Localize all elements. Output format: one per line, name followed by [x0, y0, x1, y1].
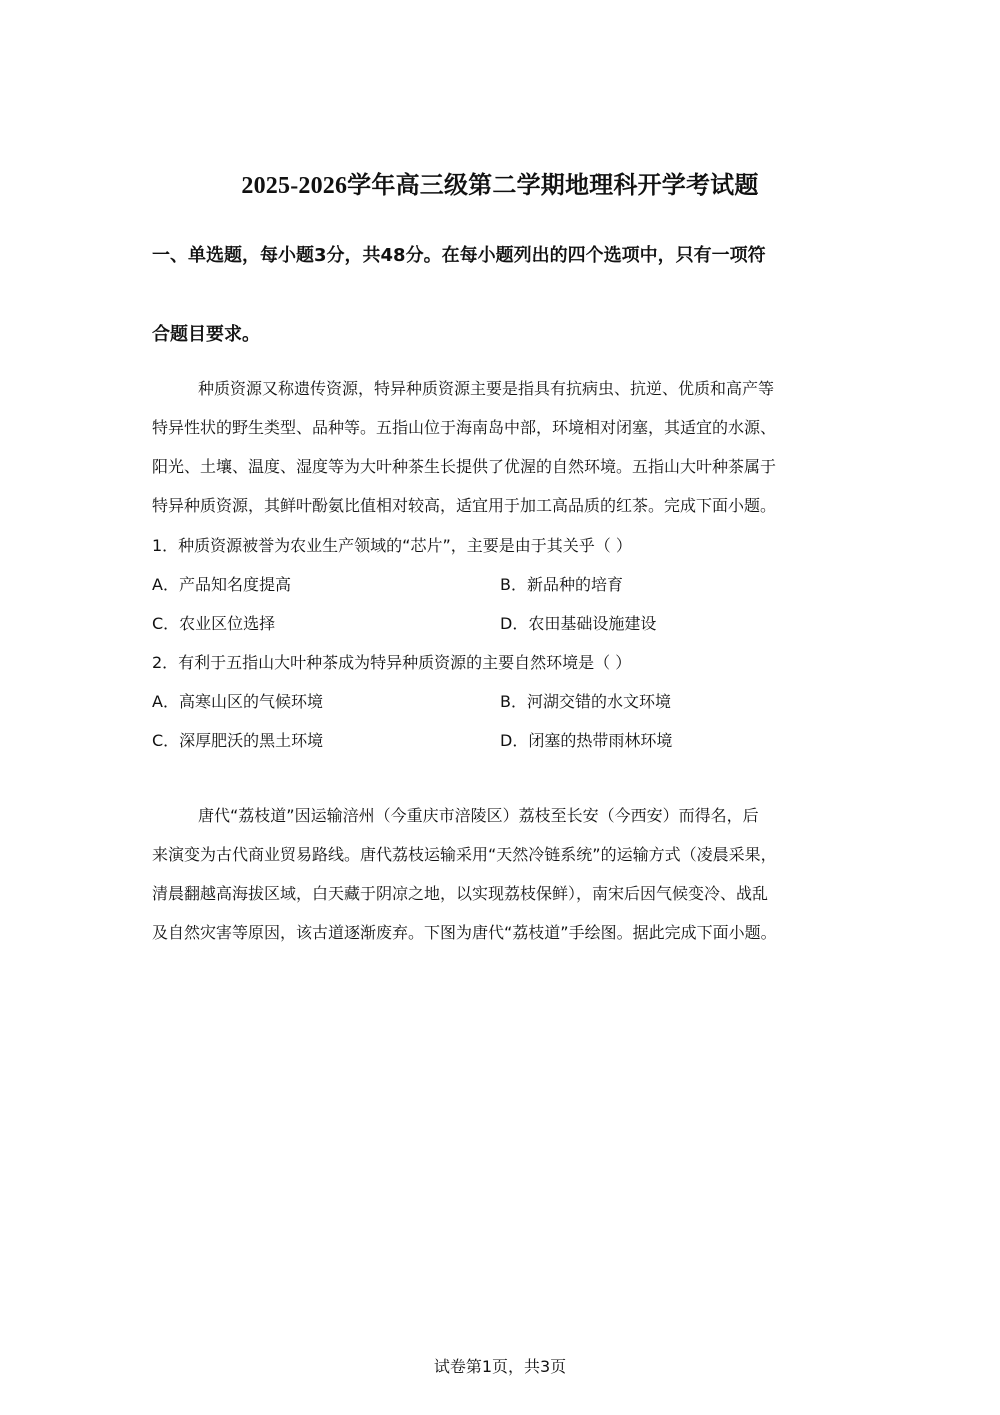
passage-2: [152, 796, 852, 952]
question-1-option-d: D．农田基础设施建设: [500, 614, 657, 633]
question-2-option-d: D．闭塞的热带雨林环境: [500, 731, 673, 750]
passage-2-line: 来演变为古代商业贸易路线。唐代荔枝运输采用“天然冷链系统”的运输方式（凌晨采果，: [152, 845, 777, 864]
section-heading-line-2: 合题目要求。: [152, 324, 260, 345]
passage-1-line: 特异种质资源，其鲜叶酚氨比值相对较高，适宜用于加工高品质的红茶。完成下面小题。: [152, 496, 777, 515]
passage-1-line: 阳光、土壤、温度、湿度等为大叶种茶生长提供了优渥的自然环境。五指山大叶种茶属于: [152, 457, 777, 476]
passage-2-line: 清晨翻越高海拔区域，白天藏于阴凉之地，以实现荔枝保鲜），南宋后因气候变冷、战乱: [152, 884, 769, 903]
question-1-stem: 1．种质资源被誉为农业生产领域的“芯片”，主要是由于其关乎（ ）: [152, 536, 632, 555]
passage-2-line: 及自然灾害等原因，该古道逐渐废弃。下图为唐代“荔枝道”手绘图。据此完成下面小题。: [152, 923, 777, 942]
page-title: 2025-2026学年高三级第二学期地理科开学考试题: [241, 173, 759, 199]
section-heading-line-1: 一、单选题，每小题3分，共48分。在每小题列出的四个选项中，只有一项符: [152, 245, 766, 266]
question-2-option-c: C．深厚肥沃的黑土环境: [152, 731, 324, 750]
page-footer: 试卷第1页，共3页: [433, 1357, 567, 1376]
passage-1: [152, 369, 852, 525]
passage-1-line: 特异性状的野生类型、品种等。五指山位于海南岛中部，环境相对闭塞，其适宜的水源、: [152, 418, 777, 437]
question-1-option-b: B．新品种的培育: [500, 575, 623, 594]
question-2-option-a: A．高寒山区的气候环境: [152, 692, 323, 711]
question-2-option-b: B．河湖交错的水文环境: [500, 692, 671, 711]
question-1-option-a: A．产品知名度提高: [152, 575, 291, 594]
question-1-option-c: C．农业区位选择: [152, 614, 276, 633]
question-2-stem: 2．有利于五指山大叶种茶成为特异种质资源的主要自然环境是（ ）: [152, 653, 632, 672]
passage-1-line: 种质资源又称遗传资源，特异种质资源主要是指具有抗病虫、抗逆、优质和高产等: [198, 379, 775, 398]
passage-2-line: 唐代“荔枝道”因运输涪州（今重庆市涪陵区）荔枝至长安（今西安）而得名，后: [198, 806, 759, 825]
